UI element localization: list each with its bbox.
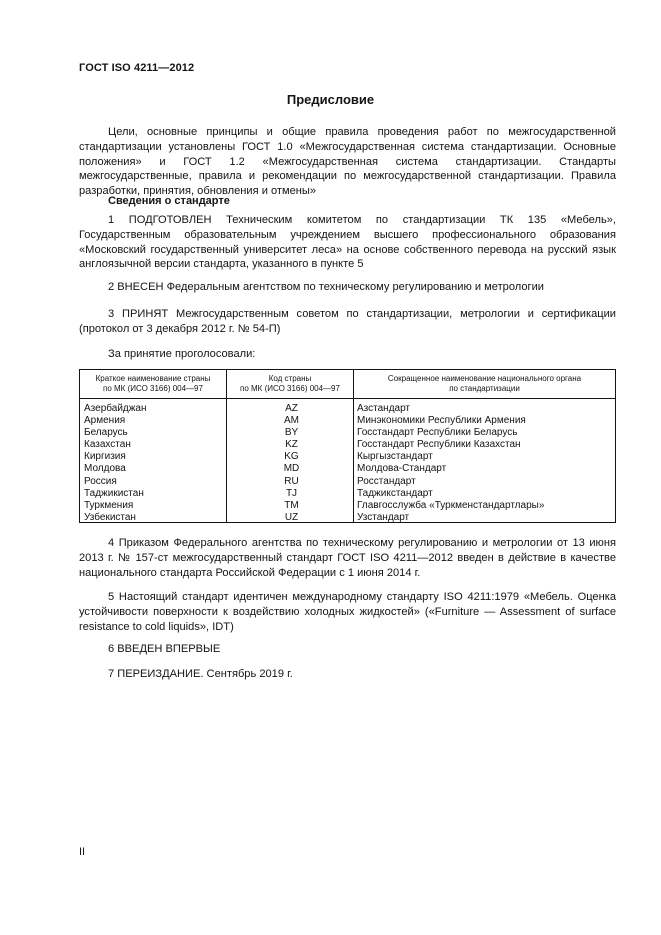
country-cell: Беларусь [84,427,128,439]
national-body-cell: Азстандарт [357,403,411,414]
header-country: Краткое наименование страны по МК (ИСО 3166) 004—97 [95,374,211,393]
national-body-cell: Молдова-Стандарт [357,463,447,475]
country-cell: Молдова [84,463,126,475]
table-row [80,512,615,524]
code-cell: KZ [285,439,298,451]
code-cell: BY [284,427,299,439]
country-cell: Узбекистан [84,511,136,523]
table-row [80,500,615,512]
table-row [80,403,615,415]
code-cell: KG [284,451,299,463]
country-cell: Армения [84,415,126,427]
table-row [80,488,615,500]
intro-paragraph: Цели, основные принципы и общие правила проведения работ по межгосударственной стандартизации установлены ГОСТ 1.0 «Межгосударственная система стандартизации. Основные положения» и ГОСТ 1.2 «Межгосударственная система стандартизации. Стандарты межгосударственные, правила и рекомендации по межгосударственной стандартизации. Правила разработки, принятия, обновления и отмены» [79,126,616,198]
item-3-paragraph: 3 ПРИНЯТ Межгосударственным советом по стандартизации, метрологии и сертификации (протокол от 3 декабря 2012 г. № 54-П) [79,308,616,335]
table-row [80,439,615,451]
country-cell: Туркмения [84,499,134,511]
voted-label: За принятие проголосовали: [108,348,256,360]
country-cell: Таджикистан [84,487,144,499]
table-row [80,463,615,475]
national-body-cell: Главгосслужба «Туркменстандартлары» [357,499,545,511]
national-body-cell: Таджикстандарт [357,487,433,499]
code-cell: TJ [285,487,298,499]
table-body [80,403,615,524]
code-cell: RU [284,475,299,487]
country-cell: Россия [84,475,117,487]
item-1-paragraph: 1 ПОДГОТОВЛЕН Техническим комитетом по стандартизации ТК 135 «Мебель», Государственным образовательным учреждением высшего профессионального образования «Московский государственный университет леса» на основе собственного перевода на русский язык англоязычной версии стандарта, указанного в пункте 5 [79,214,616,271]
national-body-cell: Минэкономики Республики Армения [357,415,526,427]
national-body-cell: Госстандарт Республики Казахстан [357,439,521,451]
table-row [80,427,615,439]
table-row [80,476,615,488]
code-cell: AZ [285,403,298,414]
page-title: Предисловие [286,92,375,107]
voting-table [79,369,616,523]
code-cell: MD [283,463,300,475]
code-cell: TM [284,499,299,511]
national-body-cell: Узстандарт [357,511,410,523]
country-cell: Казахстан [84,439,131,451]
item-7-paragraph: 7 ПЕРЕИЗДАНИЕ. Сентябрь 2019 г. [108,668,293,680]
national-body-cell: Росстандарт [357,475,416,487]
code-cell: AM [284,415,299,427]
national-body-cell: Кыргызстандарт [357,451,433,463]
table-row [80,415,615,427]
about-heading: Сведения о стандарте [108,195,230,207]
header-national-body: Сокращенное наименование национального органа по стандартизации [387,374,582,393]
item-2-paragraph: 2 ВНЕСЕН Федеральным агентством по техническому регулированию и метрологии [108,281,544,293]
item-6-paragraph: 6 ВВЕДЕН ВПЕРВЫЕ [108,643,221,655]
document-code: ГОСТ ISO 4211—2012 [79,62,195,74]
item-5-paragraph: 5 Настоящий стандарт идентичен международному стандарту ISO 4211:1979 «Мебель. Оценка устойчивости поверхности к воздействию холодных жидкостей» («Furniture — Assessment of surface resistance to cold liquids», IDT) [79,591,616,633]
page-number: II [79,846,86,858]
table-row [80,451,615,463]
national-body-cell: Госстандарт Республики Беларусь [357,427,518,439]
country-cell: Киргизия [84,451,126,463]
header-code: Код страны по МК (ИСО 3166) 004—97 [240,374,340,393]
table-header [80,370,615,399]
code-cell: UZ [284,511,299,523]
country-cell: Азербайджан [84,403,147,414]
item-4-paragraph: 4 Приказом Федерального агентства по техническому регулированию и метрологии от 13 июня 2013 г. № 157-ст межгосударственный стандарт ГОСТ ISO 4211—2012 введен в действие в качестве национального стандарта Российской Федерации с 1 июня 2014 г. [79,537,616,579]
